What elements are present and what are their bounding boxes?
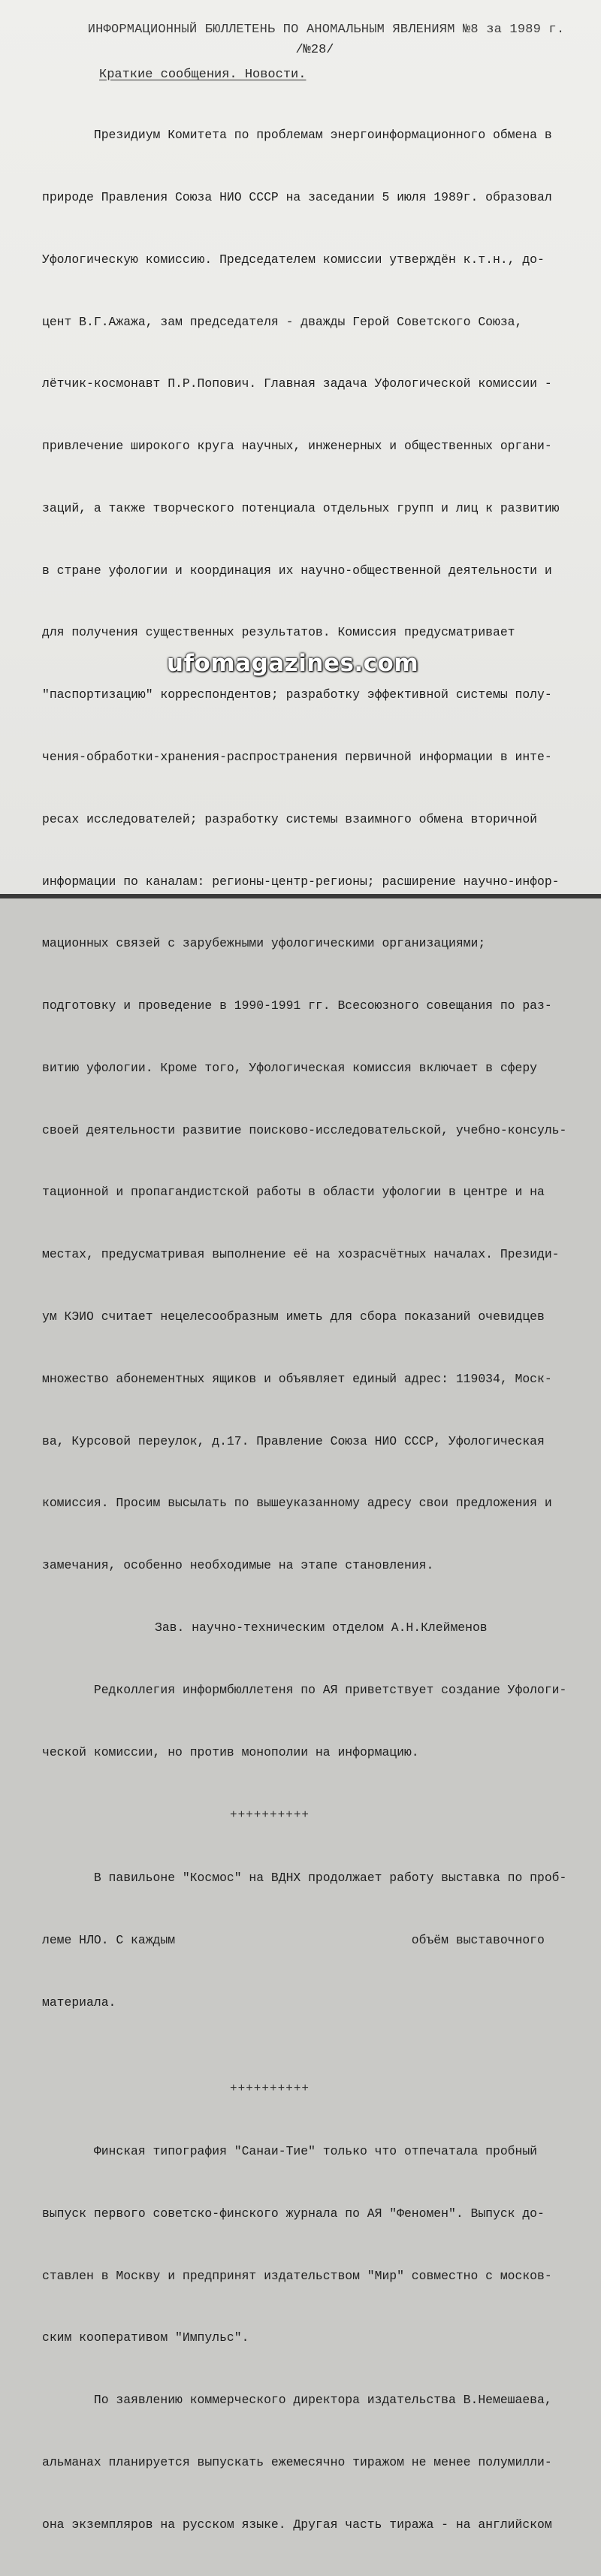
paragraph-exhibition bbox=[42, 1826, 580, 2055]
text-line: множество абонементных ящиков и объявляет единый адрес: 119034, Моск- bbox=[42, 1371, 552, 1386]
text-line: замечания, особенно необходимые на этапе становления. bbox=[42, 1558, 434, 1573]
paragraph-journal bbox=[42, 2100, 580, 2576]
page-bottom-edge bbox=[0, 894, 601, 898]
text-line: леме НЛО. С каждым объём выставочного bbox=[42, 1933, 545, 1948]
text-line: материала. bbox=[42, 1995, 116, 2010]
text-line: местах, предусматривая выполнение её на хозрасчётных началах. Президи- bbox=[42, 1247, 560, 1262]
text-line: заций, а также творческого потенциала отдельных групп и лиц к развитию bbox=[42, 500, 560, 515]
text-line: лётчик-космонавт П.Р.Попович. Главная задача Уфологической комиссии - bbox=[42, 376, 552, 391]
section-title: Краткие сообщения. Новости. bbox=[99, 68, 307, 82]
text-line: своей деятельности развитие поисково-исследовательской, учебно-консуль- bbox=[42, 1122, 567, 1137]
text-line: ским кооперативом "Импульс". bbox=[42, 2330, 249, 2345]
text-line: мационных связей с зарубежными уфологическими организациями; bbox=[42, 936, 486, 951]
text-line: информации по каналам: регионы-центр-регионы; расширение научно-инфор- bbox=[42, 874, 560, 889]
text-line: В павильоне "Космос" на ВДНХ продолжает работу выставка по проб- bbox=[42, 1871, 567, 1886]
text-line: природе Правления Союза НИО СССР на заседании 5 июля 1989г. образовал bbox=[42, 189, 552, 204]
text-line: она экземпляров на русском языке. Другая часть тиража - на английском bbox=[42, 2517, 552, 2532]
separator: ++++++++++ bbox=[230, 2081, 310, 2095]
watermark-text: ufomagazines.com bbox=[167, 650, 419, 677]
text-line: в стране уфологии и координация их научно-общественной деятельности и bbox=[42, 563, 552, 578]
text-line: цент В.Г.Ажажа, зам председателя - дважды Герой Советского Союза, bbox=[42, 314, 523, 329]
text-line: ческой комиссии, но против монополии на информацию. bbox=[42, 1744, 419, 1759]
text-line: витию уфологии. Кроме того, Уфологическая комиссия включает в сферу bbox=[42, 1060, 538, 1075]
text-line: выпуск первого советско-финского журнала по АЯ "Феномен". Выпуск до- bbox=[42, 2206, 545, 2221]
text-line: Президиум Комитета по проблемам энергоинформационного обмена в bbox=[42, 128, 552, 143]
text-line: тационной и пропагандистской работы в области уфологии в центре и на bbox=[42, 1185, 545, 1200]
text-line: Финская типография "Санаи-Тие" только что отпечатала пробный bbox=[42, 2144, 538, 2158]
paragraph-commission bbox=[42, 83, 580, 1804]
separator: ++++++++++ bbox=[230, 1808, 310, 1823]
text-line: ресах исследователей; разработку системы взаимного обмена вторичной bbox=[42, 811, 538, 826]
text-line: чения-обработки-хранения-распространения первичной информации в инте- bbox=[42, 750, 552, 764]
text-line: ум КЭИО считает нецелесообразным иметь для сбора показаний очевидцев bbox=[42, 1309, 545, 1324]
text-line: альманах планируется выпускать ежемесячно тиражом не менее полумилли- bbox=[42, 2454, 552, 2469]
text-line: привлечение широкого круга научных, инженерных и общественных органи- bbox=[42, 439, 552, 454]
text-line: "паспортизацию" корреспондентов; разработку эффективной системы полу- bbox=[42, 687, 552, 702]
issue-number: /№28/ bbox=[295, 43, 334, 57]
text-line: подготовку и проведение в 1990-1991 гг. Всесоюзного совещания по раз- bbox=[42, 998, 552, 1013]
text-line: По заявлению коммерческого директора издательства В.Немешаева, bbox=[42, 2393, 552, 2408]
text-line: комиссия. Просим высылать по вышеуказанному адресу свои предложения и bbox=[42, 1496, 552, 1511]
text-line: ва, Курсовой переулок, д.17. Правление Союза НИО СССР, Уфологическая bbox=[42, 1433, 545, 1448]
text-line: Редколлегия информбюллетеня по АЯ приветствует создание Уфологи- bbox=[42, 1682, 567, 1697]
text-line: Уфологическую комиссию. Председателем комиссии утверждён к.т.н., до- bbox=[42, 252, 545, 267]
bulletin-header: ИНФОРМАЦИОННЫЙ БЮЛЛЕТЕНЬ ПО АНОМАЛЬНЫМ ЯВЛЕНИЯМ №8 за 1989 г. bbox=[87, 23, 565, 37]
text-line: для получения существенных результатов. Комиссия предусматривает bbox=[42, 625, 515, 640]
text-line: ставлен в Москву и предпринят издательством "Мир" совместно с москов- bbox=[42, 2268, 552, 2283]
signature-line: Зав. научно-техническим отделом А.Н.Клейменов bbox=[155, 1620, 488, 1635]
